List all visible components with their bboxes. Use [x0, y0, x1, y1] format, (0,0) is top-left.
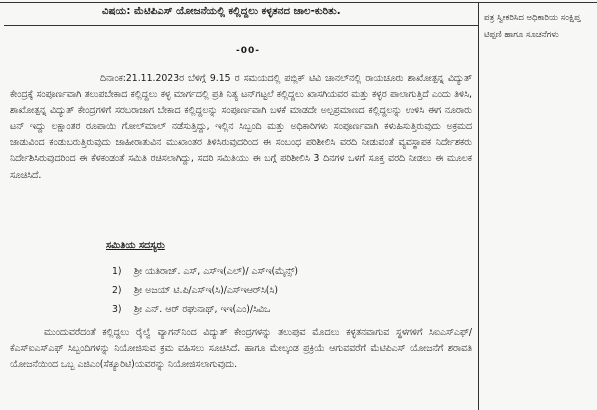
member-name: ಶ್ರೀ ಎನ್. ಆರ್ ರಘುನಾಥ್, ಇಇ(ಎಂ)/ಸಿವಿಒ [134, 304, 271, 315]
margin-note: ಪತ್ರ ಸ್ವೀಕರಿಸಿದ ಅಧಿಕಾರಿಯ ಸಂಕ್ಷಿಪ್ತ ಟಿಪ್ಪಣಿ ಹಾಗೂ ಸೂಚನೆಗಳು [484, 13, 581, 40]
top-border [0, 2, 597, 3]
margin-divider [478, 2, 479, 410]
order-paragraph-text: ದಿನಾಂಕ:21.11.2023ರ ಬೆಳಿಗ್ಗೆ 9.15 ರ ಸಮಯದಲ್ಲಿ ಪಬ್ಲಿಕ್ ಟಿವಿ ಚಾನಲ್‌ನಲ್ಲಿ ರಾಯಚೂರು ಶಾಖೋತ್ಪನ್ನ ವಿದ್ಯುತ್ ಕೇಂದ್ರಕ್ಕೆ ಸಂಪೂರ್ಣವಾಗಿ ತಲುಪಬೇಕಾದ ಕಲ್ಲಿದ್ದಲು ಕಳ್ಳ ಮಾರ್ಗದಲ್ಲಿ ಪ್ರತಿ ನಿತ್ಯ ಟನ್‌ಗಟ್ಟಲೆ ಕಲ್ಲಿದ್ದಲು ಖಾಸಗಿಯವರ ಮತ್ತು ಕಳ್ಳರ ಪಾಲಾಗುತ್ತಿದೆ ಎಂದು ತಿಳಿಸಿ, ಶಾಖೋತ್ಪನ್ನ ವಿದ್ಯುತ್ ಕೇಂದ್ರಗಳಿಗೆ ಸರಬರಾಜಾಗ ಬೇಕಾದ ಕಲ್ಲಿದ್ದಲನ್ನು ಸಂಪೂರ್ಣವಾಗಿ ಬಳಕೆ ಮಾಡದೇ ಅಲ್ಪಪ್ರಮಾಣದ ಕಲ್ಲಿದ್ದಲನ್ನು ಉಳಿಸಿ ಈಗ ನೂರಾರು ಟನ್ ಇದ್ದು ಲಕ್ಷಾಂತರ ರೂಪಾಯಿ ಗೋಲ್‌ಮಾಲ್ ನಡೆಸುತ್ತಿದ್ದು, ಇಲ್ಲಿನ ಸಿಬ್ಬಂದಿ ಮತ್ತು ಅಧಿಕಾರಿಗಳು ಸಂಪೂರ್ಣವಾಗಿ ಕಳುಹಿಸುತ್ತಿರುವುದು ಅಕ್ರಮದ ಜಾಡುವಿಂದ ಕಂಡುಬರುತ್ತಿರುವುದು ಜಾಹೀರಾತುವಿನ ಮುಖಾಂತರ ತಿಳಿಸಿರುವುದರಿಂದ ಈ ಸಂಬಂಧ ಪರಿಶೀಲಿಸಿ ವರದಿ ನೀಡುವಂತೆ ವ್ಯವಸ್ಥಾಪಕ ನಿರ್ದೇಶಕರು ನಿರ್ದೇಶಿಸಿರುವುದರಿಂದ ಈ ಕೆಳಕಂಡಂತೆ ಸಮಿತಿ ರಚಿಸಲಾಗಿದ್ದು, ಸದರಿ ಸಮಿತಿಯು ಈ ಬಗ್ಗೆ ಪರಿಶೀಲಿಸಿ 3 ದಿನಗಳ ಒಳಗೆ ಸೂಕ್ತ ವರದಿ ನೀಡಲು ಈ ಮೂಲಕ ಸೂಚಿಸಿದೆ. [10, 73, 472, 181]
member-number: 3) [112, 304, 122, 315]
subject-separator [4, 25, 478, 26]
member-number: 2) [112, 285, 122, 296]
list-item [112, 266, 298, 285]
followup-paragraph-text: ಮುಂದುವರೆದಂತೆ ಕಲ್ಲಿದ್ದಲು ರೈಲ್ವೆ ವ್ಯಾಗನ್‌ನಿಂದ ವಿದ್ಯುತ್ ಕೇಂದ್ರಗಳನ್ನು ತಲುಪುವ ಮೊದಲು ಕಳ್ಳತನವಾಗುವ ಸ್ಥಳಗಳಿಗೆ ಸಿಐಎಸ್ಎಫ್/ಕೆಎಸ್ಐಎಸ್ಎಫ್ ಸಿಬ್ಬಂದಿಗಳನ್ನು ನಿಯೋಜಿಸುವ ಕ್ರಮ ವಹಿಸಲು ಸೂಚಿಸಿದೆ. ಹಾಗೂ ಮೇಲ್ಕಂಡ ಪ್ರಕ್ರಿಯೆ ಆಗುವವರೆಗೆ ಮೆಟಿಪಿಎಸ್ ಯೋಜನೆಗೆ ಶರಾವತಿ ಯೋಜನೆಯಿಂದ ಒಬ್ಬ ಎಜಿಎಂ(ಸೆಕ್ಯೂರಿಟಿ)ಯವರನ್ನು ನಿಯೋಜಿಸಲಾಗುವುದು. [10, 327, 472, 371]
list-item [112, 285, 298, 304]
committee-members-list [112, 266, 298, 323]
member-number: 1) [112, 266, 122, 277]
member-name: ಶ್ರೀ ಅಜಯ್ ಟಿ.ಪಿ/ಎಸ್‌ಇ(ಸಿ)/ಎಸ್‌ಇಆರ್‌ಸಿ(ಸಿ) [134, 285, 278, 296]
followup-paragraph [10, 325, 472, 373]
order-paragraph [10, 71, 472, 184]
subject-line: ವಿಷಯ: ಮೆಟಿಪಿಎಸ್ ಯೋಜನೆಯಲ್ಲಿ ಕಲ್ಲಿದ್ದಲು ಕಳ್ಳತನದ ಜಾಲ-ಕುರಿತು. [102, 6, 341, 17]
list-item [112, 304, 298, 323]
committee-title: ಸಮಿತಿಯ ಸದಸ್ಯರು [106, 240, 165, 251]
reference-marker: -00- [236, 46, 260, 56]
member-name: ಶ್ರೀ ಯತಿರಾಜ್. ಎಸ್, ಎಸ್‌ಇ(ಎಲ್)/ ಎಸ್‌ಇ(ಮೈನ್ಸ್) [134, 266, 298, 277]
